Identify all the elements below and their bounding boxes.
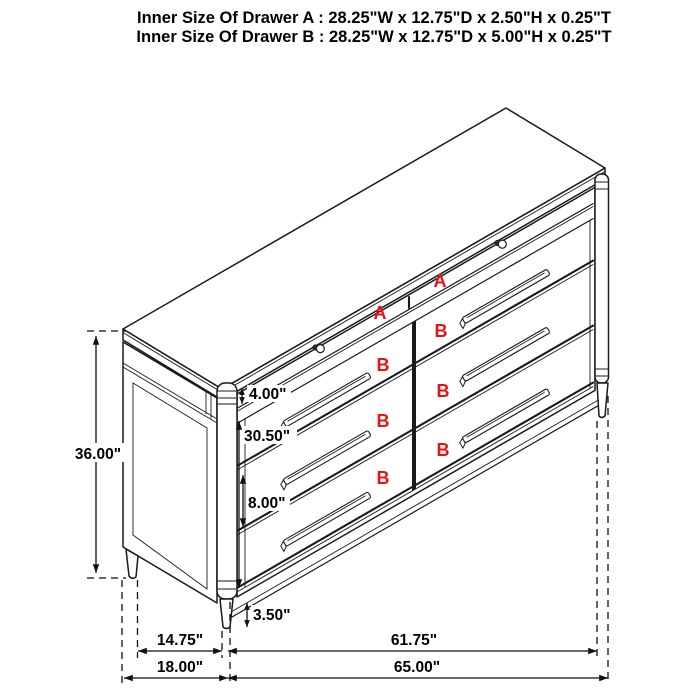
- drawer-center-divider: [412, 321, 416, 491]
- dim-leg-depth-label: 14.75": [156, 632, 204, 649]
- header-line-1: Inner Size Of Drawer A : 28.25"W x 12.75"D x 2.50"H x 0.25"T: [137, 9, 611, 27]
- front-left-post: [217, 383, 237, 599]
- drawer-label-a: A: [433, 271, 447, 291]
- dim-drawer-b-height-label: 8.00": [248, 495, 286, 512]
- drawer-label-b: B: [434, 321, 448, 341]
- drawer-label-b: B: [376, 468, 390, 488]
- dresser-drawing: [123, 108, 609, 629]
- dim-overall-height-label: 36.00": [74, 446, 122, 463]
- dim-leg-height-label: 3.50": [253, 607, 291, 624]
- dim-overall-width-label: 65.00": [393, 659, 441, 676]
- drawer-label-b: B: [376, 355, 390, 375]
- drawer-label-b: B: [376, 411, 390, 431]
- drawer-label-b: B: [436, 381, 450, 401]
- drawer-label-b: B: [436, 440, 450, 460]
- front-right-post: [595, 174, 609, 383]
- dim-drawer-a-height-label: 4.00": [249, 386, 287, 403]
- dim-overall-depth-label: 18.00": [156, 659, 204, 676]
- front-left-leg: [220, 599, 233, 629]
- dim-drawer-bank-height-label: 30.50": [244, 428, 291, 445]
- front-right-leg: [597, 383, 608, 418]
- header-line-2: Inner Size Of Drawer B : 28.25"W x 12.75"D x 5.00"H x 0.25"T: [136, 28, 612, 46]
- drawer-label-a: A: [373, 303, 387, 323]
- dim-leg-width-label: 61.75": [390, 632, 438, 649]
